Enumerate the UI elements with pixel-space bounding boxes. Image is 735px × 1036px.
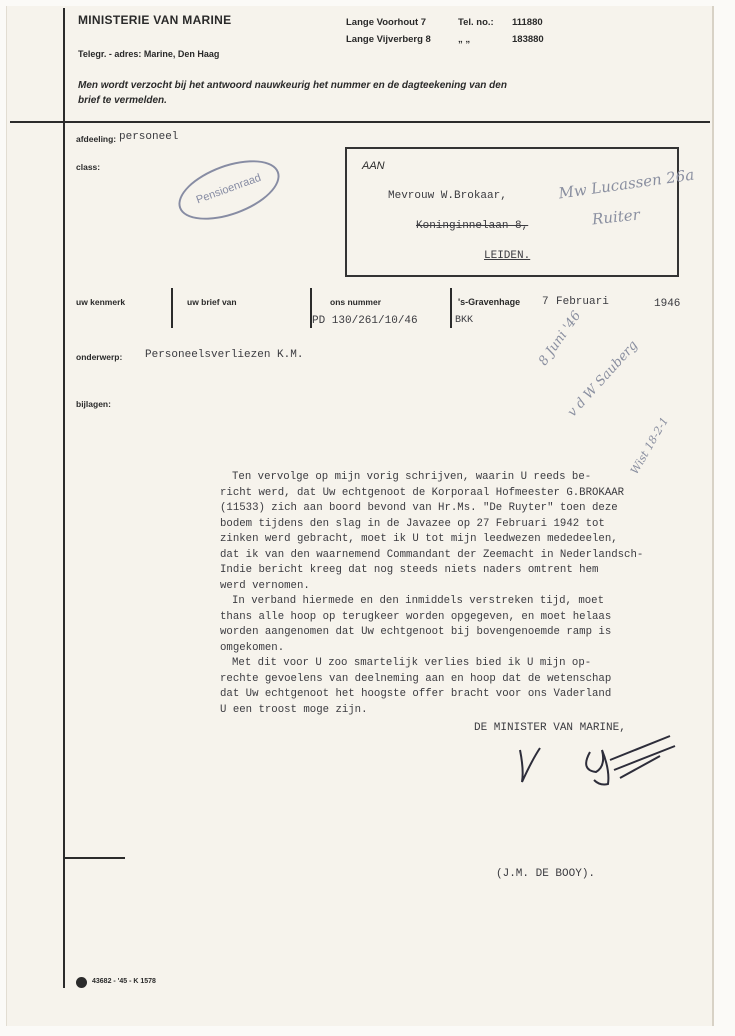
aan-label: AAN [362,160,385,172]
margin-note-line-1: Mw Lucassen 26a [557,165,696,203]
ons-nummer-label: ons nummer [330,297,382,307]
tel-number-2: 183880 [512,34,544,45]
body-line: zinken werd gebracht, moet ik U tot mijn leedwezen mededeelen, [220,533,618,545]
body-line: omgekomen. [220,641,285,654]
address-line-2: Lange Vijverberg 8 [346,34,431,45]
ref-divider-3 [450,288,452,328]
ref-divider-1 [171,288,173,328]
recipient-name: Mevrouw W.Brokaar, [388,190,507,202]
body-line: richt werd, dat Uw echtgenoot de Korporaal Hofmeester G.BROKAAR [220,486,625,499]
address-line-1: Lange Voorhout 7 [346,17,427,28]
instruction-line-2: brief te vermelden. [78,95,167,106]
tel-number-1: 111880 [512,17,543,28]
corner-note: Wist 18-2-1 [628,414,672,477]
body-line: Ten vervolge op mijn vorig schrijven, waarin U reeds be- [232,471,592,483]
body-line: Met dit voor U zoo smartelijk verlies bied ik U mijn op- [232,657,592,669]
ditto-marks: „ „ [458,34,471,45]
printer-logo-icon [76,977,87,988]
signature-scribble [510,730,690,790]
body-line: Indie bericht kreeg dat nog steeds niets naders omtrent hem [220,564,599,576]
onderwerp-label: onderwerp: [76,352,123,362]
left-margin-rule [63,8,65,988]
ons-nummer-value: PD 130/261/10/46 [312,315,418,327]
bijlagen-label: bijlagen: [76,399,111,409]
afdeeling-label: afdeeling: [76,134,117,144]
body-line: dat ik van den waarnemend Commandant der Zeemacht in Nederlandsch- [220,548,644,561]
ministry-name: MINISTERIE VAN MARINE [78,13,232,27]
tel-label: Tel. no.: [458,17,494,28]
body-line: bodem tijdens den slag in de Javazee op 27 Februari 1942 tot [220,517,605,530]
telegram-address: Telegr. - adres: Marine, Den Haag [78,49,220,59]
pensioenraad-stamp: Pensioenraad [171,148,288,231]
body-line: werd vernomen. [220,579,310,592]
date-year: 1946 [654,298,681,310]
recipient-street: Koninginnelaan 8, [416,220,529,232]
recipient-city: LEIDEN. [484,250,531,262]
uw-brief-label: uw brief van [187,297,237,307]
letterhead-rule [10,121,710,123]
body-line: rechte gevoelens van deelneming aan en hoop dat de wetenschap [220,672,612,685]
date-day: 7 [542,296,549,308]
afdeeling-value: personeel [119,131,179,143]
side-note-line-2: v d W Sauberg [565,337,642,421]
body-line: U een troost moge zijn. [220,703,368,716]
place-label: 's-Gravenhage [458,297,521,307]
signature-title: DE MINISTER VAN MARINE, [474,722,626,734]
margin-note-line-2: Ruiter [591,205,641,229]
side-note-line-1: 8 Juni '46 [536,308,585,369]
overtyped-code: BKK [455,315,474,326]
body-line: In verband hiermede en den inmiddels verstreken tijd, moet [232,595,604,607]
class-label: class: [76,162,101,172]
signature-name: (J.M. DE BOOY). [496,868,596,880]
date-month: Februari [556,296,609,308]
body-line: dat Uw echtgenoot het hoogste offer bracht voor ons Vaderland [220,688,612,700]
printer-code: 43682 - '45 - K 1578 [92,978,156,985]
body-line: (11533) zich aan boord bevond van Hr.Ms. "De Ruyter" toen deze [220,502,618,514]
letter-body [220,470,702,718]
onderwerp-value: Personeelsverliezen K.M. [145,349,304,361]
body-line: worden aangenomen dat Uw echtgenoot bij bovengenoemde ramp is [220,626,612,638]
uw-kenmerk-label: uw kenmerk [76,297,126,307]
body-line: thans alle hoop op terugkeer worden opgegeven, en moet helaas [220,610,612,623]
instruction-line-1: Men wordt verzocht bij het antwoord nauwkeurig het nummer en de dagteekening van den [78,80,507,91]
bottom-left-rule [63,857,125,859]
